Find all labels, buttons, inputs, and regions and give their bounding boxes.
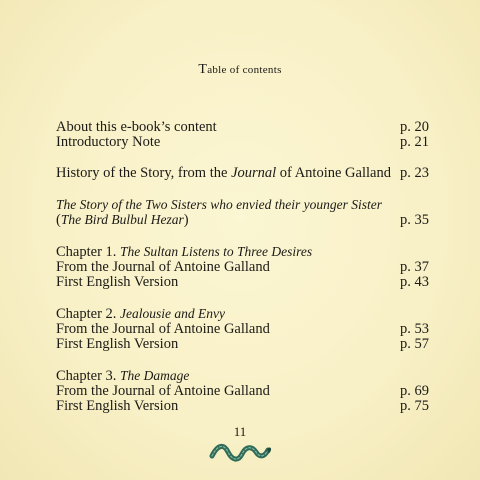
- toc-entry-story[interactable]: (The Bird Bulbul Hezar) p. 35: [56, 212, 429, 228]
- toc-entry-ch2-english[interactable]: First English Version p. 57: [56, 336, 429, 352]
- toc-entry-ch3-journal[interactable]: From the Journal of Antoine Galland p. 69: [56, 383, 429, 399]
- page-title: Table of contents: [198, 62, 282, 77]
- page-number: 11: [233, 424, 247, 439]
- toc-entry-history[interactable]: History of the Story, from the Journal of Antoine Galland p. 23: [56, 165, 429, 181]
- toc-entry-ch1-journal[interactable]: From the Journal of Antoine Galland p. 37: [56, 259, 429, 275]
- toc-entry-label: (The Bird Bulbul Hezar): [56, 212, 189, 228]
- toc-entry-ch3-english[interactable]: First English Version p. 75: [56, 398, 429, 414]
- chapter-heading-3: Chapter 3. The Damage: [56, 368, 190, 384]
- toc-entry-intro[interactable]: Introductory Note p. 21: [56, 134, 429, 150]
- chapter-heading-2: Chapter 2. Jealousie and Envy: [56, 306, 225, 322]
- toc-entry-story-heading: The Story of the Two Sisters who envied their younger Sister: [56, 197, 382, 212]
- chapter-heading-1: Chapter 1. The Sultan Listens to Three Desires: [56, 244, 313, 260]
- table-of-contents: [56, 120, 436, 414]
- toc-entry-ch2-journal[interactable]: From the Journal of Antoine Galland p. 53: [56, 321, 429, 337]
- toc-entry-ch1-english[interactable]: First English Version p. 43: [56, 274, 429, 290]
- toc-entry-label: History of the Story, from the Journal of Antoine Galland: [56, 165, 391, 181]
- toc-entry-about[interactable]: About this e-book’s content p. 20: [56, 119, 429, 135]
- serpent-ornament-icon: [208, 440, 272, 466]
